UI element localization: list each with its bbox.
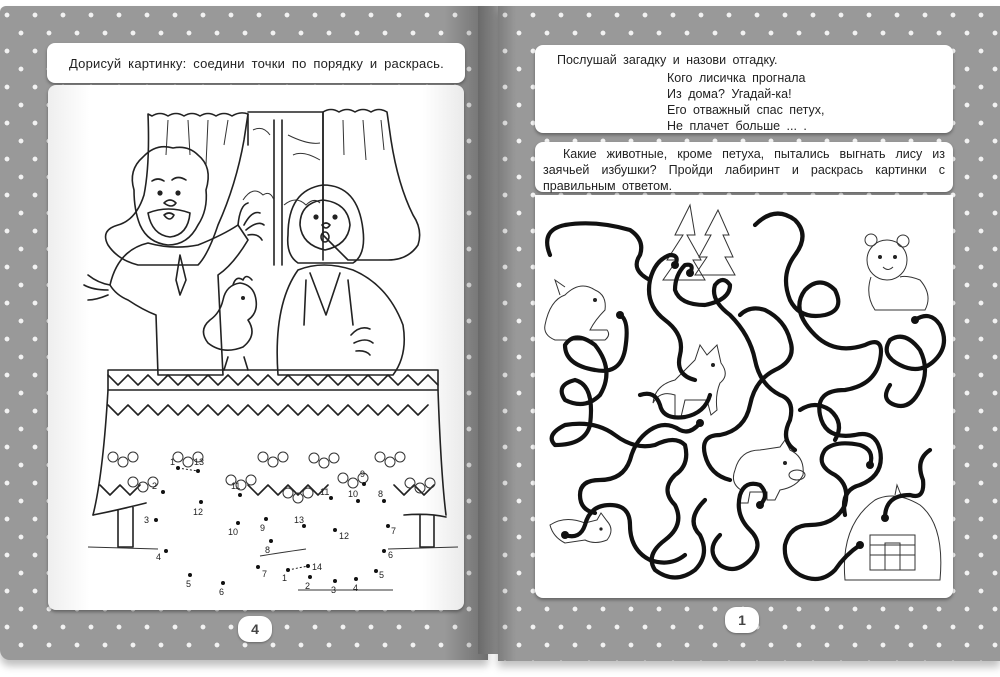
svg-text:3: 3 [144, 515, 150, 525]
coloring-frame-left [48, 85, 464, 610]
svg-text:9: 9 [360, 469, 366, 479]
grandmother-icon [277, 185, 404, 375]
svg-text:3: 3 [331, 585, 337, 595]
left-instruction-text: Дорисуй картинку: соедини точки по порядку и раскрась. [69, 56, 444, 71]
riddle-line: Кого лисичка прогнала [667, 71, 806, 85]
svg-text:2: 2 [305, 581, 311, 591]
riddle-line: Из дома? Угадай-ка! [667, 87, 792, 101]
curtain-right-icon [323, 110, 420, 261]
maze-frame [535, 195, 953, 598]
svg-text:4: 4 [156, 552, 162, 562]
svg-text:5: 5 [379, 570, 385, 580]
svg-text:13: 13 [194, 457, 205, 467]
table-icon [88, 370, 458, 590]
svg-text:14: 14 [312, 562, 323, 572]
dot-to-dot-illustration[interactable] [48, 85, 464, 610]
svg-text:10: 10 [228, 527, 239, 537]
maze-illustration[interactable] [535, 195, 953, 598]
riddle-intro: Послушай загадку и назови отгадку. [557, 53, 778, 67]
riddle-card [535, 45, 953, 133]
left-instruction-card [47, 43, 465, 83]
maze-question-card [535, 142, 953, 192]
svg-text:6: 6 [388, 550, 394, 560]
svg-text:1: 1 [170, 457, 176, 467]
svg-text:10: 10 [348, 489, 359, 499]
dog-icon [545, 280, 609, 340]
svg-text:12: 12 [193, 507, 204, 517]
page-number-left: 4 [238, 616, 272, 642]
cat-icon [550, 513, 611, 543]
svg-text:7: 7 [262, 569, 268, 579]
svg-text:1: 1 [282, 573, 288, 583]
svg-text:8: 8 [378, 489, 384, 499]
svg-text:7: 7 [391, 526, 397, 536]
riddle-line: Его отважный спас петух, [667, 103, 825, 117]
svg-text:8: 8 [265, 545, 271, 555]
riddle-verse [667, 70, 824, 134]
grandfather-icon [84, 147, 264, 375]
svg-text:2: 2 [152, 481, 158, 491]
rooster-icon [203, 277, 256, 371]
svg-text:13: 13 [294, 515, 305, 525]
curtain-left-icon [106, 113, 248, 265]
riddle-line: Не плачет больше ... . [667, 119, 807, 133]
svg-text:5: 5 [186, 579, 192, 589]
book-spine [478, 6, 500, 654]
svg-text:4: 4 [353, 583, 359, 593]
svg-text:6: 6 [219, 587, 225, 597]
flower-pattern-icon [108, 452, 435, 503]
svg-text:11: 11 [231, 481, 241, 491]
bear-icon [865, 234, 928, 310]
svg-text:9: 9 [260, 523, 266, 533]
svg-text:12: 12 [339, 531, 350, 541]
svg-text:11: 11 [320, 487, 330, 497]
maze-question-text: Какие животные, кроме петуха, пытались выгнать лису из заячьей избушки? Пройди лабиринт и раскрась картинки с правильным ответом. [543, 147, 945, 193]
page-number-right: 1 [725, 607, 759, 633]
wolf-icon [653, 345, 725, 417]
